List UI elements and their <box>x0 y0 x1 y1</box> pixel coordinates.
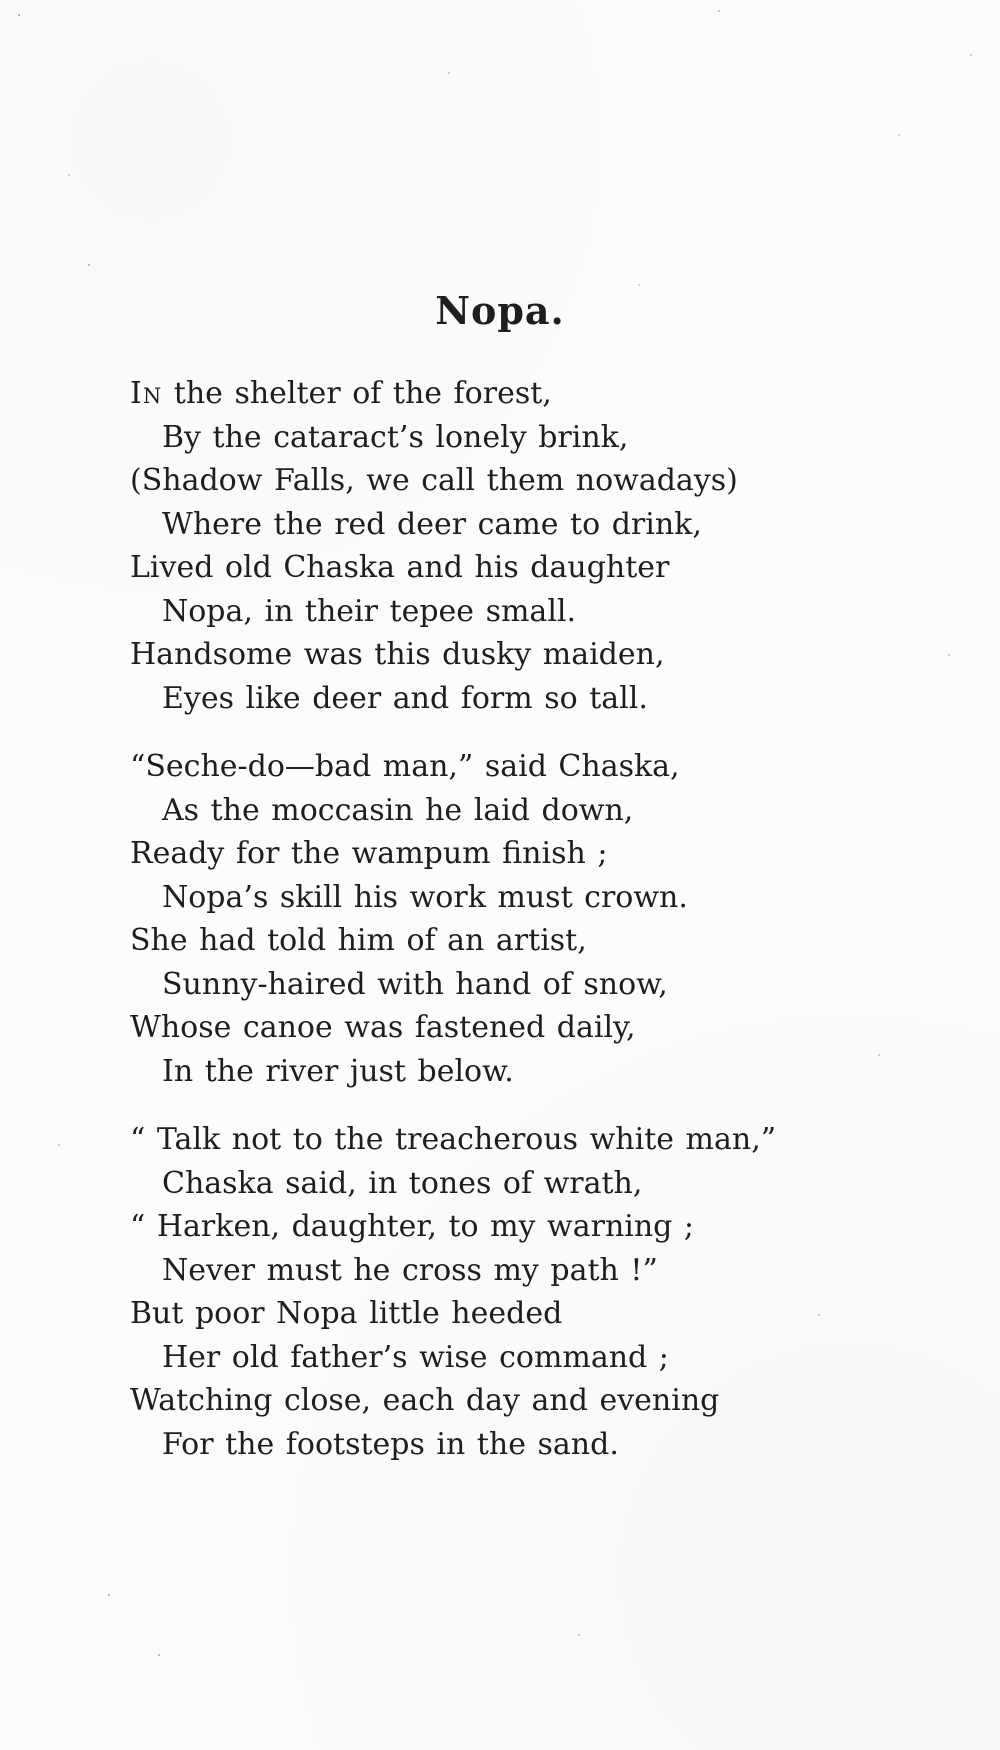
poem-line: In the shelter of the forest, <box>130 376 552 411</box>
poem-line: Her old father’s wise command ; <box>162 1339 669 1375</box>
small-caps-lead: In <box>130 376 163 411</box>
poem-line: Lived old Chaska and his daughter <box>130 550 670 585</box>
poem-line: Whose canoe was fastened daily, <box>130 1010 636 1045</box>
poem-line: Nopa, in their tepee small. <box>162 593 577 629</box>
poem-line: By the cataract’s lonely brink, <box>162 419 629 455</box>
poem-line: In the river just below. <box>162 1053 514 1089</box>
poem-line: As the moccasin he laid down, <box>162 792 634 828</box>
poem-line: Handsome was this dusky maiden, <box>130 637 665 672</box>
poem-line: Nopa’s skill his work must crown. <box>162 879 688 915</box>
poem-line: But poor Nopa little heeded <box>130 1296 563 1331</box>
stanza <box>130 372 910 720</box>
poem-line: Where the red deer came to drink, <box>162 506 702 542</box>
poem-line: Watching close, each day and evening <box>130 1383 720 1418</box>
stanza <box>130 745 910 1093</box>
poem-line: For the footsteps in the sand. <box>162 1426 619 1462</box>
poem-line: Eyes like deer and form so tall. <box>162 680 648 716</box>
poem <box>130 372 910 1466</box>
poem-line: Sunny-haired with hand of snow, <box>162 966 668 1002</box>
stanza <box>130 1118 910 1466</box>
poem-line: (Shadow Falls, we call them nowadays) <box>130 463 738 498</box>
poem-line: “ Talk not to the treacherous white man,” <box>130 1122 777 1157</box>
scan-noise-specks <box>18 14 20 16</box>
poem-line: Ready for the wampum finish ; <box>130 836 608 871</box>
poem-line: Never must he cross my path !” <box>162 1252 658 1288</box>
poem-line: Chaska said, in tones of wrath, <box>162 1165 643 1201</box>
page-title: Nopa. <box>435 288 565 333</box>
poem-line: “Seche-do—bad man,” said Chaska, <box>130 749 680 784</box>
poem-line: “ Harken, daughter, to my warning ; <box>130 1209 695 1244</box>
poem-line: She had told him of an artist, <box>130 923 587 958</box>
